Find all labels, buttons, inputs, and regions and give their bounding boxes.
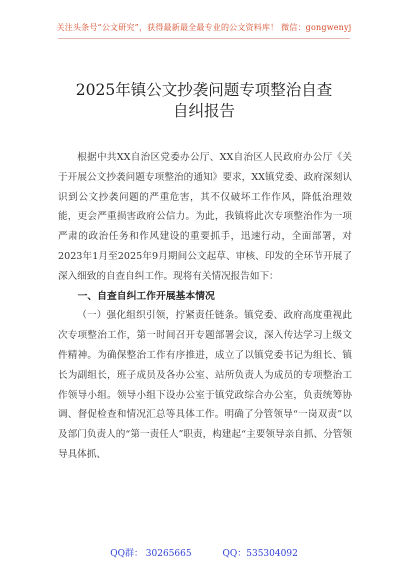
footer-qq-group: QQ群： 30265665 xyxy=(110,549,192,559)
header-divider xyxy=(58,38,350,39)
document-title xyxy=(58,80,350,122)
body-paragraph: （一）强化组织引领，拧紧责任链条。镇党委、政府高度重视此次专项整治工作，第一时间召开专题部署会议，深入传达学习上级文件精神。为确保整治工作有序推进，成立了以镇党委书记为组长、镇长为副组长，班子成员及各办公室、站所负责人为成员的专项整治工作领导小组。领导小组下设办公室于镇党政综合办公室，负责统筹协调、督促检查和情况汇总等具体工作。明确了分管领导“一岗双责”以及部门负责人的“第一责任人”职责，构建起“主要领导亲自抓、分管领导具体抓、 xyxy=(58,310,352,460)
footer-contact xyxy=(0,546,408,559)
footer-qq: QQ：535304092 xyxy=(222,549,298,559)
header-banner: 关注头条号“公文研究”，获得最新最全最专业的公文资料库！ 微信：gongwenyj xyxy=(56,23,352,32)
intro-paragraph: 根据中共XX自治区党委办公厅、XX自治区人民政府办公厅《关于开展公文抄袭问题专项整治的通知》要求，XX镇党委、政府深刻认识到公文抄袭问题的严重危害，其不仅破坏工作作风，降低治理效能，更会严重损害政府公信力。为此，我镇将此次专项整治作为一项严肃的政治任务和作风建设的重要抓手，迅速行动，全面部署，对2023年1月至2025年9月期间公文起草、审核、印发的全环节开展了深入细致的自查自纠工作。现将有关情况报告如下： xyxy=(58,152,352,282)
title-line-2: 自纠报告 xyxy=(172,102,235,120)
section-heading: 一、自查自纠工作开展基本情况 xyxy=(77,290,215,302)
title-line-1: 2025年镇公文抄袭问题专项整治自查 xyxy=(75,81,333,99)
document-body xyxy=(58,148,352,465)
